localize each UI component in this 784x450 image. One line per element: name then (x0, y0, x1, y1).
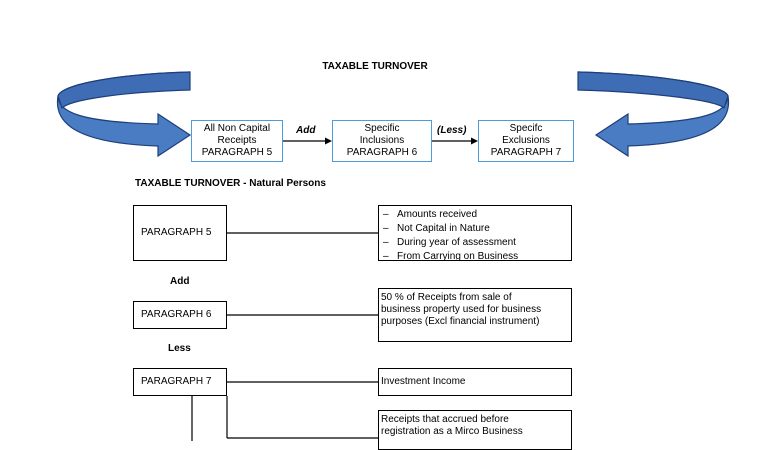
para7-pre-registration-box (378, 410, 572, 450)
para5-criterion: – From Carrying on Business (383, 251, 519, 262)
natural-persons-title: TAXABLE TURNOVER - Natural Persons (135, 178, 326, 189)
diagram-title: TAXABLE TURNOVER (322, 61, 428, 72)
para5-criteria-box (378, 205, 572, 261)
para7-desc2-line2: registration as a Mirco Business (381, 426, 523, 437)
para7-label: PARAGRAPH 7 (141, 376, 212, 387)
box-specific-exclusions (478, 120, 574, 162)
box1-line3: PARAGRAPH 5 (201, 147, 273, 158)
box3-line2: Exclusions (502, 135, 550, 146)
box-all-non-capital-receipts (191, 120, 283, 162)
para6-label: PARAGRAPH 6 (141, 309, 212, 320)
dash-icon: – (383, 251, 389, 262)
dash-icon: – (383, 223, 389, 234)
para7-desc2-line1: Receipts that accrued before (381, 414, 509, 425)
less-label: Less (168, 343, 191, 354)
box2-line3: PARAGRAPH 6 (346, 147, 418, 158)
box1-line2: Receipts (217, 135, 257, 146)
para5-criterion: – During year of assessment (383, 237, 516, 248)
para5-label: PARAGRAPH 5 (141, 227, 212, 238)
para6-box (133, 301, 227, 329)
box2-line1: Specific (364, 123, 400, 134)
flow-arrow-less (432, 138, 478, 145)
box-specific-inclusions (332, 120, 432, 162)
para6-desc-line1: 50 % of Receipts from sale of (381, 292, 512, 303)
box2-line2: Inclusions (359, 135, 405, 146)
para5-box (133, 205, 227, 261)
dash-icon: – (383, 209, 389, 220)
para6-desc-line3: purposes (Excl financial instrument) (381, 316, 540, 327)
para6-desc-line2: business property used for business (381, 304, 542, 315)
box3-line1: Specifc (509, 123, 543, 134)
para7-box (133, 368, 227, 396)
para5-criterion: – Amounts received (383, 209, 478, 220)
op-add: Add (296, 125, 316, 136)
op-less: (Less) (437, 125, 467, 136)
left-curved-arrow-icon (57, 72, 190, 156)
para6-desc-box (378, 288, 572, 342)
box3-line3: PARAGRAPH 7 (490, 147, 562, 158)
dash-icon: – (383, 237, 389, 248)
para5-criterion: – Not Capital in Nature (383, 223, 490, 234)
right-curved-arrow-icon (578, 72, 729, 156)
para7-investment-income-box (378, 368, 572, 396)
flow-arrow-add (283, 138, 332, 145)
box1-line1: All Non Capital (203, 123, 271, 134)
add-label: Add (170, 276, 190, 287)
para7-desc1: Investment Income (381, 376, 466, 387)
